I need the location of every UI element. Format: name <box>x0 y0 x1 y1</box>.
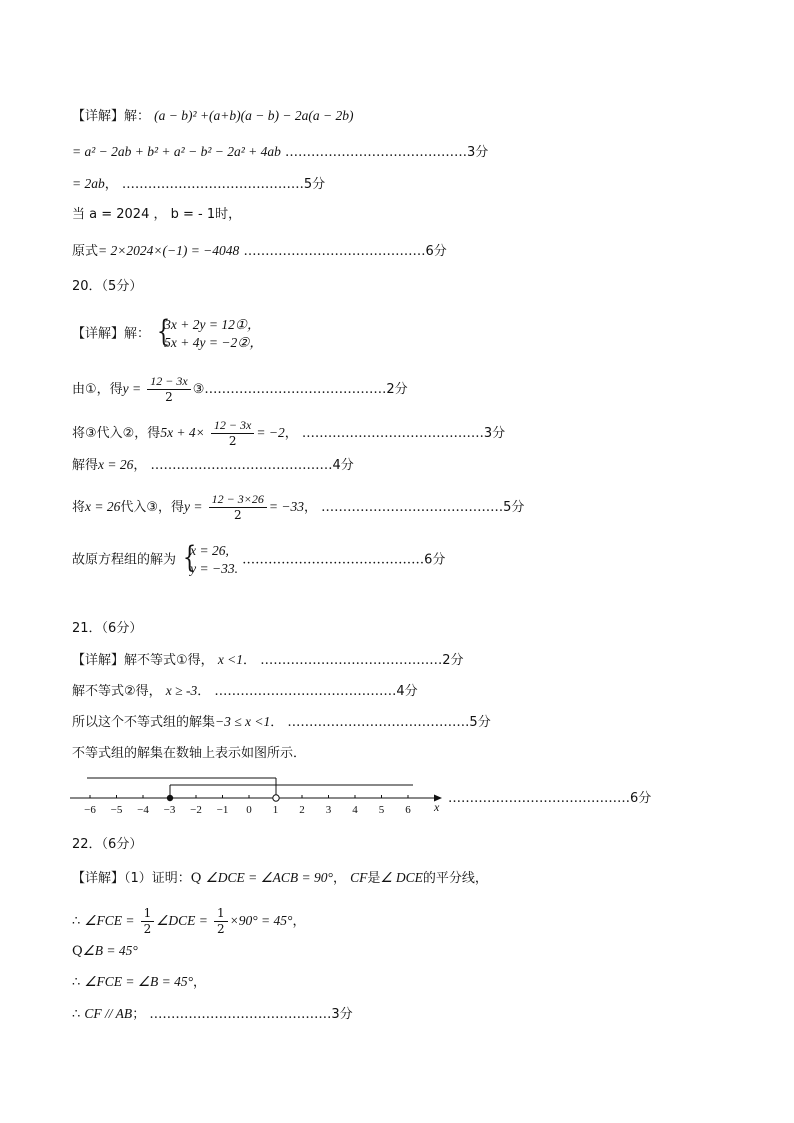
math: = −2 <box>256 425 285 440</box>
q19-line4: 当 a = 2024 ， b = - 1时， <box>72 207 242 222</box>
math: = 2ab <box>72 176 105 191</box>
dots: …………………………………… <box>287 715 470 730</box>
text: 解不等式①得， <box>124 653 214 668</box>
dots: …………………………………… <box>242 552 425 568</box>
therefore-symbol: ∴ <box>72 975 81 990</box>
therefore-symbol: ∴ <box>72 1007 81 1022</box>
score: 3分 <box>467 145 489 160</box>
math: ∠FCE = ∠B = 45° <box>84 974 193 989</box>
solution-label: 解： <box>124 326 151 342</box>
dots: …………………………………… <box>214 684 397 699</box>
axis-variable: x <box>434 800 440 814</box>
denominator: 2 <box>165 390 173 404</box>
fraction <box>214 906 228 937</box>
math: ∠FCE = <box>84 913 135 928</box>
separator: ， <box>284 426 298 441</box>
axis-tick-label: −5 <box>110 804 123 816</box>
denominator: 2 <box>143 922 152 936</box>
text: 代入③，得 <box>120 500 185 515</box>
math: x ≥ -3 <box>165 683 198 698</box>
separator: ， <box>193 975 207 990</box>
prefix: 原式 <box>72 244 99 259</box>
math: ∠ DCE <box>380 870 423 885</box>
separator: ， <box>133 458 147 473</box>
q20-step2 <box>72 418 505 449</box>
dots: …………………………………… <box>204 382 387 397</box>
q21-line3 <box>72 713 491 732</box>
number-line-graphic <box>70 772 450 818</box>
dots: …………………………………… <box>260 653 443 668</box>
q19-line3 <box>72 175 325 194</box>
numerator: 12 − 3×26 <box>209 492 267 508</box>
score: 6分 <box>424 552 446 568</box>
fraction <box>211 418 254 449</box>
equation-2: 5x + 4y = −2②， <box>164 335 263 350</box>
denominator: 2 <box>233 508 242 522</box>
separator: ， <box>104 177 118 192</box>
axis-tick-label: −6 <box>84 804 96 816</box>
dots: …………………………………… <box>243 244 426 259</box>
score: 5分 <box>469 715 491 730</box>
numerator: 12 − 3x <box>211 418 254 434</box>
prefix: 将③代入②，得 <box>72 426 161 441</box>
solution-1: x = 26, <box>190 543 229 558</box>
prefix: 解得 <box>72 458 99 473</box>
separator: ． <box>197 684 211 699</box>
score: 2分 <box>386 382 408 397</box>
separator: ， <box>332 871 346 886</box>
axis-tick-label: 5 <box>378 804 385 816</box>
number-line-score <box>448 790 651 808</box>
q22-line2 <box>72 906 305 937</box>
axis-tick-label: 6 <box>405 804 411 816</box>
score: 3分 <box>483 426 506 441</box>
math: = −33 <box>268 499 304 514</box>
q20-step5 <box>72 542 445 578</box>
numerator: 1 <box>214 906 228 922</box>
text: 是 <box>367 871 381 886</box>
math: −3 ≤ x <1 <box>215 714 271 729</box>
text: 的平分线， <box>422 871 488 886</box>
score: 6分 <box>425 244 447 259</box>
text: 解不等式②得， <box>72 684 162 699</box>
solution-2: y = −33. <box>190 561 238 576</box>
q20-step3 <box>72 456 354 475</box>
q19-line5 <box>72 242 447 261</box>
detail-label: 【详解】 <box>72 326 125 342</box>
axis-tick-label: −2 <box>190 804 202 816</box>
axis-tick-label: 4 <box>352 804 358 816</box>
equation-system <box>154 316 263 352</box>
axis-tick-label: −4 <box>137 804 149 816</box>
denominator: 2 <box>217 922 225 936</box>
math: ∠B = 45° <box>82 943 138 958</box>
axis-tick-label: −1 <box>216 804 229 816</box>
prefix: 由①，得 <box>72 382 123 397</box>
numerator: 12 − 3x <box>147 374 190 390</box>
prefix: 故原方程组的解为 <box>72 552 177 568</box>
q20-step4 <box>72 492 524 523</box>
brace-icon: { <box>183 540 197 575</box>
detail-label: 【详解】 <box>72 653 125 668</box>
dots: …………………………………… <box>149 1007 332 1022</box>
equation-1: 3x + 2y = 12①， <box>164 317 261 332</box>
q22-line4 <box>72 973 206 992</box>
because-symbol: Q <box>72 944 83 959</box>
axis-tick-label: 0 <box>246 804 252 816</box>
score: 4分 <box>332 458 354 473</box>
text: 所以这个不等式组的解集 <box>72 715 216 730</box>
math: ∠DCE = <box>156 913 208 928</box>
axis-tick-label: −3 <box>163 804 176 816</box>
text: （1）证明： <box>124 871 191 886</box>
therefore-symbol: ∴ <box>72 914 81 929</box>
math: x = 26 <box>98 457 134 472</box>
dots: …………………………………… <box>301 426 484 441</box>
solid-point-minus-3 <box>167 795 173 801</box>
q21-header: 21．（6分） <box>72 621 143 636</box>
equation-tag: ③ <box>192 382 205 397</box>
q21-line2 <box>72 682 418 701</box>
math: CF // AB <box>84 1006 133 1021</box>
q20-step1 <box>72 374 408 405</box>
fraction <box>209 492 267 523</box>
q21-line1 <box>72 651 463 670</box>
dots: …………………………………… <box>121 177 304 192</box>
math: = 2×2024×(−1) = −4048 <box>98 243 240 258</box>
score: 4分 <box>396 684 418 699</box>
brace-icon: { <box>157 314 171 349</box>
math: 5x + 4× <box>160 425 205 440</box>
axis-tick-label: 3 <box>325 804 332 816</box>
q22-line1 <box>72 869 488 888</box>
axis-tick-label: 2 <box>299 804 305 816</box>
math: ∠DCE = ∠ACB = 90° <box>205 870 333 885</box>
separator: ． <box>243 653 257 668</box>
math: y = <box>184 499 203 514</box>
dots: …………………………………… <box>150 458 333 473</box>
because-symbol: Q <box>190 871 202 886</box>
math: y = <box>122 381 142 396</box>
math: x <1 <box>217 652 244 667</box>
solution-system <box>180 542 238 578</box>
prefix: 将 <box>72 500 86 515</box>
separator: ， <box>303 500 317 515</box>
fraction <box>147 374 190 405</box>
separator: ； <box>132 1007 146 1022</box>
score: 6分 <box>630 791 652 806</box>
numerator: 1 <box>141 906 155 922</box>
math: CF <box>350 870 368 885</box>
solution-label: 解： <box>124 109 151 124</box>
q20-system <box>72 316 263 352</box>
dots: …………………………………… <box>285 145 468 160</box>
q20-header: 20．（5分） <box>72 279 143 294</box>
score: 5分 <box>303 177 326 192</box>
separator: ． <box>270 715 284 730</box>
q21-line4: 不等式组的解集在数轴上表示如图所示． <box>72 746 307 761</box>
fraction <box>141 906 155 937</box>
math: x = 26 <box>85 499 121 514</box>
q22-line5 <box>72 1005 353 1024</box>
expression: (a − b)² +(a+b)(a − b) − 2a(a − 2b) <box>154 108 354 123</box>
q19-line1 <box>72 107 353 126</box>
math: = a² − 2ab + b² + a² − b² − 2a² + 4ab <box>72 144 281 159</box>
score: 5分 <box>503 500 525 515</box>
number-line <box>70 772 450 822</box>
detail-label: 【详解】 <box>72 109 125 124</box>
dots: …………………………………… <box>448 791 630 806</box>
q22-header: 22．（6分） <box>72 837 143 852</box>
score: 3分 <box>331 1007 353 1022</box>
math: ×90° = 45° <box>229 913 293 928</box>
detail-label: 【详解】 <box>72 871 125 886</box>
score: 2分 <box>442 653 464 668</box>
separator: ， <box>292 914 306 929</box>
open-point-1 <box>273 795 279 801</box>
denominator: 2 <box>228 434 237 448</box>
q22-line3 <box>72 942 138 961</box>
dots: …………………………………… <box>321 500 504 515</box>
q19-line2 <box>72 143 488 162</box>
axis-tick-label: 1 <box>272 804 279 816</box>
